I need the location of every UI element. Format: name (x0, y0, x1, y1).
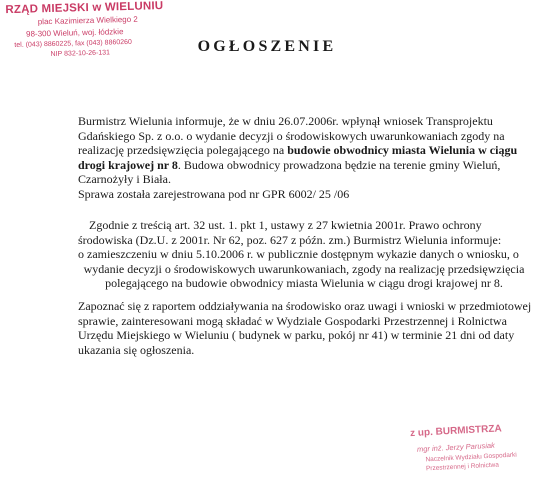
paragraph1-line-4 (78, 158, 530, 173)
stamp-phone-fax: tel. (043) 8860225, fax (043) 8860260 (14, 38, 132, 49)
stamp-nip: NIP 832-10-26-131 (50, 49, 111, 59)
paragraph1-line: Gdańskiego Sp. z o.o. o wydanie decyzji o środowiskowych uwarunkowaniach zgody na (78, 128, 505, 143)
registration-number: Sprawa została zarejestrowana pod nr GPR 6002/ 25 /06 (78, 186, 350, 201)
signature-authority: z up. BURMISTRZA (409, 423, 502, 440)
signature-department: Przestrzennej i Rolnictwa (425, 461, 500, 473)
paragraph1-line-3 (78, 143, 530, 158)
stamp-city: 98-300 Wieluń, woj. łódzkie (25, 27, 124, 39)
document-title: OGŁOSZENIE (197, 38, 337, 55)
signature-stamp (404, 422, 534, 476)
paragraph2-line: wydanie decyzji o środowiskowych uwarunkowaniach, zgody na realizację przedsięwzięcia (83, 261, 525, 276)
paragraph3-line: sprawie, zainteresowani mogą składać w Wydziale Gospodarki Przestrzennej i Rolnictwa (78, 313, 507, 328)
paragraph3-line: Urzędu Miejskiego w Wieluniu ( budynek w parku, pokój nr 41) w terminie 21 dni od daty (78, 328, 515, 342)
paragraph1-line4-bold: drogi krajowej nr 8 (78, 157, 178, 172)
signature-name: mgr inż. Jerzy Parusiak (416, 440, 496, 454)
paragraph3-line: ukazania się ogłoszenia. (78, 342, 195, 357)
paragraph1-line: Burmistrz Wielunia informuje, że w dniu 26.07.2006r. wpłynął wniosek Transprojektu (78, 114, 493, 128)
paragraph2-line: polegającego na budowie obwodnicy miasta Wielunia w ciągu drogi krajowej nr 8. (105, 276, 503, 290)
stamp-street: plac Kazimierza Wielkiego 2 (37, 14, 138, 27)
signature-title: Naczelnik Wydziału Gospodarki (425, 451, 517, 464)
paragraph1-line3-normal: realizację przedsięwzięcia polegającego na (78, 143, 288, 157)
stamp-office-name: RZĄD MIEJSKI w WIELUNIU (5, 0, 164, 17)
paragraph1-line4-normal: . Budowa obwodnicy prowadzona będzie na terenie gminy Wieluń, (177, 157, 501, 172)
paragraph3-line: Zapoznać się z raportem oddziaływania na środowisko oraz uwagi i wnioski w przedmiotowej (78, 299, 532, 313)
paragraph1-line: Czarnożyły i Biała. (78, 172, 171, 186)
paragraph-application-notice (78, 114, 530, 201)
paragraph2-line: o zamieszczeniu w dniu 5.10.2006 r. w publicznie dostępnym wykazie danych o wniosku, o (78, 247, 519, 261)
paragraph2-line: środowiska (Dz.U. z 2001r. Nr 62, poz. 627 z późn. zm.) Burmistrz Wielunia informuje: (78, 232, 502, 247)
paragraph1-line3-bold: budowie obwodnicy miasta Wielunia w ciągu (287, 143, 518, 157)
paragraph-consultation-info (78, 299, 530, 357)
paragraph2-line: Zgodnie z treścią art. 32 ust. 1. pkt 1, ustawy z 27 kwietnia 2001r. Prawo ochrony (89, 218, 482, 232)
paragraph-legal-basis (78, 218, 530, 291)
